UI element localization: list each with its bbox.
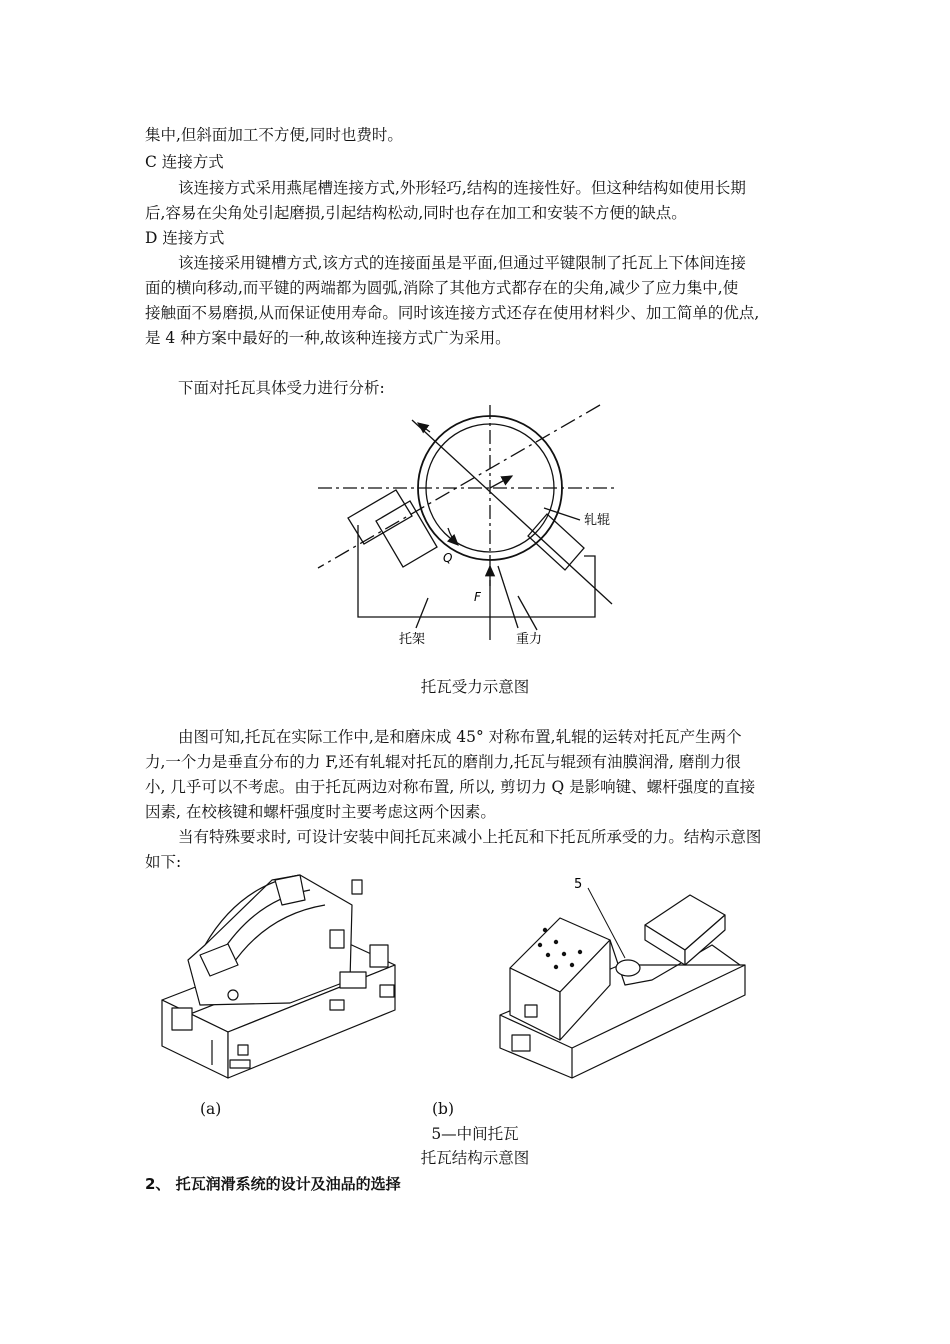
paragraph-line: 下面对托瓦具体受力进行分析:	[178, 379, 385, 397]
paragraph-line: 小, 几乎可以不考虑。由于托瓦两边对称布置, 所以, 剪切力 Q 是影响键、螺杆强度的直接	[145, 778, 756, 796]
paragraph-line: 面的横向移动,而平键的两端都为圆弧,消除了其他方式都存在的尖角,减少了应力集中,使	[145, 279, 739, 297]
label-roll: 轧辊	[584, 513, 611, 528]
label-bracket: 托架	[399, 632, 426, 647]
paragraph-line: 如下:	[145, 853, 182, 871]
label-b: (b)	[432, 1100, 455, 1118]
support-drawing-b	[480, 868, 750, 1094]
section-heading-c: C 连接方式	[145, 153, 224, 171]
figure-caption: 托瓦受力示意图	[420, 678, 530, 696]
paragraph-line: 当有特殊要求时, 可设计安装中间托瓦来减小上托瓦和下托瓦所承受的力。结构示意图	[178, 828, 762, 846]
left-pad-key	[376, 501, 437, 567]
figure-caption: 托瓦结构示意图	[420, 1149, 530, 1167]
paragraph-line: 因素, 在校核键和螺杆强度时主要考虑这两个因素。	[145, 803, 496, 821]
paragraph-line: 集中,但斜面加工不方便,同时也费时。	[145, 126, 403, 144]
figure-note: 5—中间托瓦	[431, 1125, 519, 1143]
paragraph-line: 是 4 种方案中最好的一种,故该种连接方式广为采用。	[145, 329, 511, 347]
section-heading: 2、 托瓦润滑系统的设计及油品的选择	[145, 1175, 401, 1193]
support-drawing-a	[150, 868, 420, 1094]
paragraph-line: 该连接采用键槽方式,该方式的连接面虽是平面,但通过平键限制了托瓦上下体间连接	[178, 254, 746, 272]
label-gravity: 重力	[516, 632, 543, 647]
paragraph-line: 该连接方式采用燕尾槽连接方式,外形轻巧,结构的连接性好。但这种结构如使用长期	[178, 179, 746, 197]
label-f: F	[474, 590, 481, 604]
callout-number: 5	[574, 877, 583, 892]
paragraph-line: 由图可知,托瓦在实际工作中,是和磨床成 45° 对称布置,轧辊的运转对托瓦产生两个	[178, 728, 742, 746]
paragraph-line: 后,容易在尖角处引起磨损,引起结构松动,同时也存在加工和安装不方便的缺点。	[145, 204, 687, 222]
label-q: Q	[443, 551, 453, 565]
section-heading-d: D 连接方式	[145, 229, 225, 247]
force-diagram	[300, 402, 640, 664]
paragraph-line: 力,一个力是垂直分布的力 F,还有轧辊对托瓦的磨削力,托瓦与辊颈有油膜润滑, 磨削力很	[145, 753, 741, 771]
label-a: (a)	[200, 1100, 222, 1118]
paragraph-line: 接触面不易磨损,从而保证使用寿命。同时该连接方式还存在使用材料少、加工简单的优点,	[145, 304, 760, 322]
